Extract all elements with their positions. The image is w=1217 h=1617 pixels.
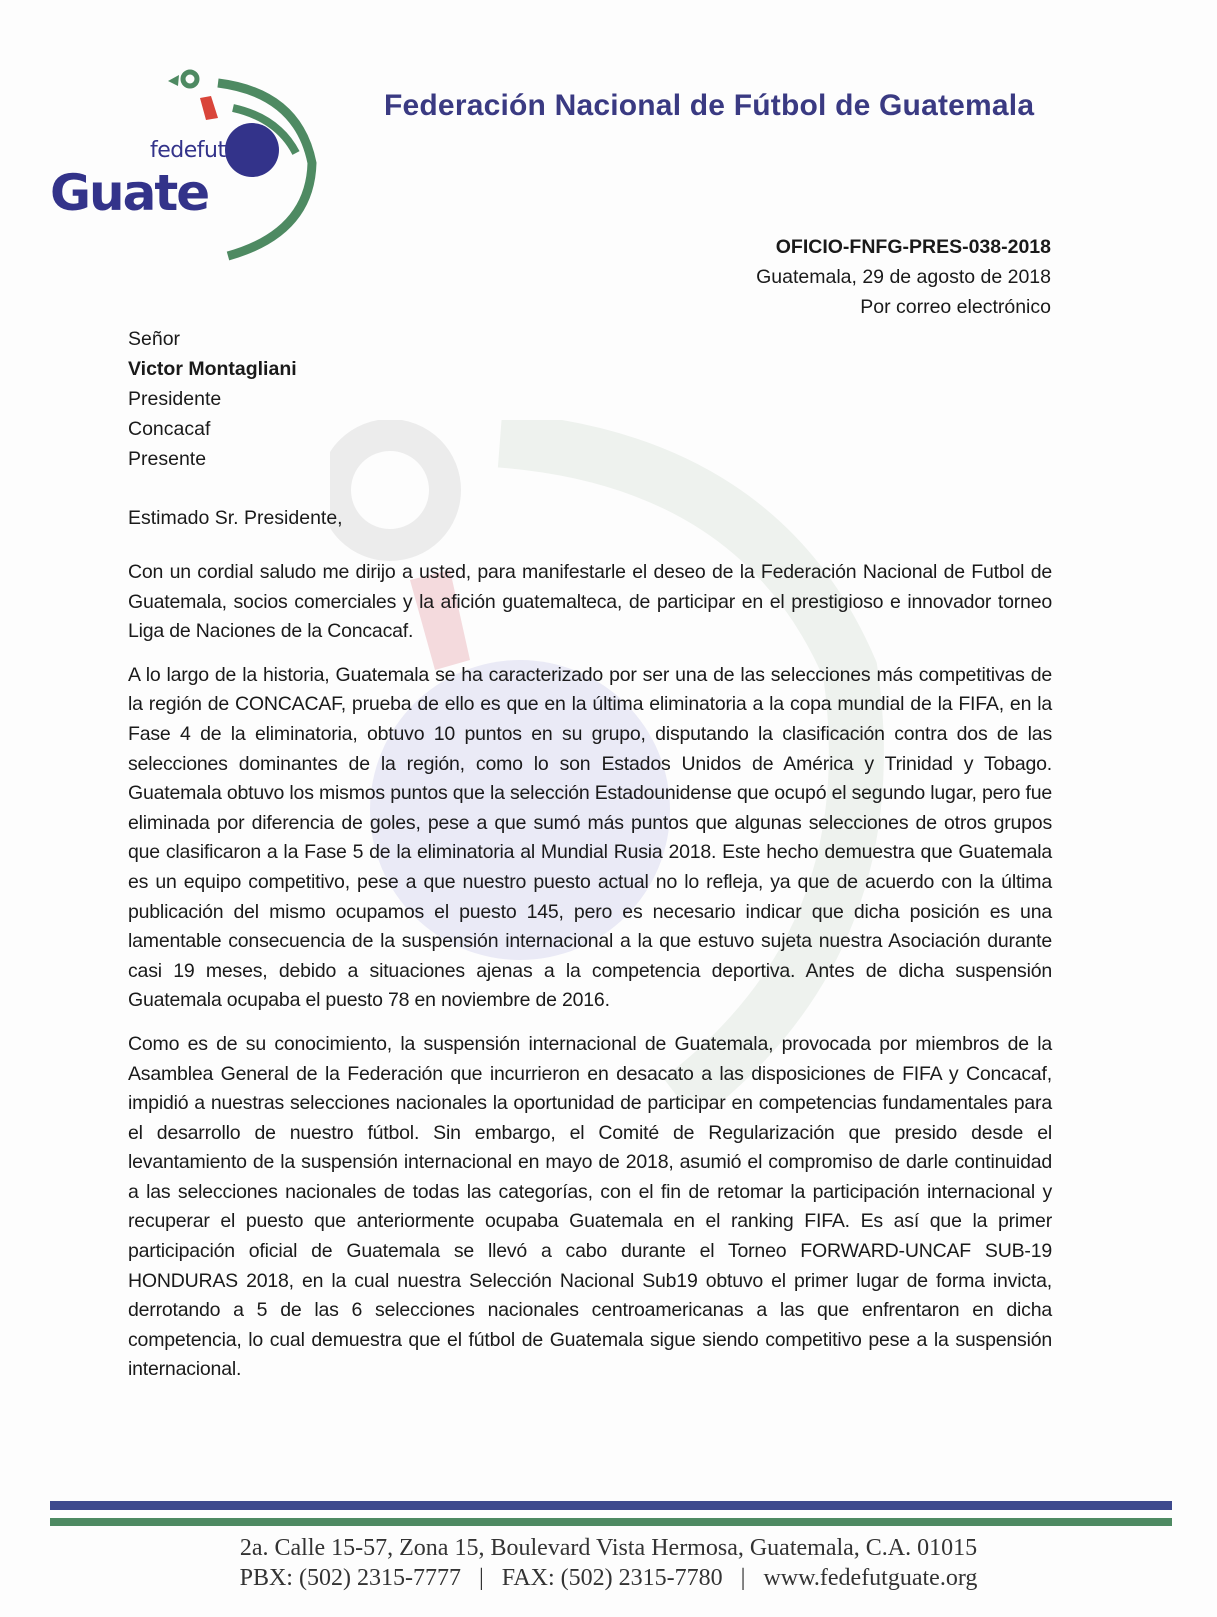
delivery-method: Por correo electrónico [860,296,1051,318]
footer-separator: | [740,1565,746,1591]
place-date: Guatemala, 29 de agosto de 2018 [756,266,1051,288]
reference-number: OFICIO-FNFG-PRES-038-2018 [775,236,1051,258]
recipient-organization: Concacaf [128,418,211,440]
logo-red-bar [200,96,218,120]
fedefut-logo [48,58,328,268]
footer-contact [0,1533,1217,1593]
letter-body [128,558,1052,1399]
organization-title: Federación Nacional de Fútbol de Guatemala [384,89,1035,122]
watermark-ring [335,435,445,545]
salutation: Estimado Sr. Presidente, [128,507,343,529]
footer-contact-line [0,1563,1217,1593]
footer-divider-blue [50,1501,1172,1510]
recipient-position: Presidente [128,388,222,410]
paragraph: Con un cordial saludo me dirijo a usted, para manifestarle el deseo de la Federación Nacional de Futbol de Guatemala, socios comerciales y la afición guatemalteca, de participar en el prestigioso e innovador torneo Liga de Naciones de la Concacaf. [128,561,1052,643]
logo-text-fedefut: fedefut [150,138,226,163]
recipient-title: Señor [128,328,181,350]
letter-meta [756,232,1051,322]
footer-fax: FAX: (502) 2315-7780 [501,1565,723,1591]
logo-head-ring [183,72,197,86]
footer-separator: | [478,1565,484,1591]
footer-website-link[interactable]: www.fedefutguate.org [763,1565,978,1591]
logo-text-guate: Guate [50,164,209,222]
footer-address: 2a. Calle 15-57, Zona 15, Boulevard Vista Hermosa, Guatemala, C.A. 01015 [239,1535,978,1561]
footer-phone: PBX: (502) 2315-7777 [239,1565,461,1591]
footer-divider-green [50,1518,1172,1526]
recipient-closing: Presente [128,448,207,470]
logo-ball [225,123,279,177]
logo-head-tip [168,75,179,86]
recipient-name: Victor Montagliani [128,358,297,380]
paragraph: A lo largo de la historia, Guatemala se ha caracterizado por ser una de las selecciones más competitivas de la región de CONCACAF, prueba de ello es que en la última eliminatoria a la copa mundial de la FIFA, en la Fase 4 de la eliminatoria, obtuvo 10 puntos en su grupo, disputando la clasificación contra dos de las selecciones dominantes de la región, como lo son Estados Unidos de América y Trinidad y Tobago. Guatemala obtuvo los mismos puntos que la selección Estadounidense que ocupó el segundo lugar, pero fue eliminada por diferencia de goles, pese a que sumó más puntos que algunas selecciones de otros grupos que clasificaron a la Fase 5 de la eliminatoria al Mundial Rusia 2018. Este hecho demuestra que Guatemala es un equipo competitivo, pese a que nuestro puesto actual no lo refleja, ya que de acuerdo con la última publicación del mismo ocupamos el puesto 145, pero es necesario indicar que dicha posición es una lamentable consecuencia de la suspensión internacional a la que estuvo sujeta nuestra Asociación durante casi 19 meses, debido a situaciones ajenas a la competencia deportiva. Antes de dicha suspensión Guatemala ocupaba el puesto 78 en noviembre de 2016. [128,663,1052,1012]
recipient-block [128,324,297,474]
paragraph: Como es de su conocimiento, la suspensión internacional de Guatemala, provocada por miembros de la Asamblea General de la Federación que incurrieron en desacato a las disposiciones de FIFA y Concacaf, impidió a nuestras selecciones nacionales la oportunidad de participar en competencias fundamentales para el desarrollo de nuestro fútbol. Sin embargo, el Comité de Regularización que presido desde el levantamiento de la suspensión internacional en mayo de 2018, asumió el compromiso de darle continuidad a las selecciones nacionales de todas las categorías, con el fin de retomar la participación internacional y recuperar el puesto que anteriormente ocupaba Guatemala en el ranking FIFA. Es así que la primer participación oficial de Guatemala se llevó a cabo durante el Torneo FORWARD-UNCAF SUB-19 HONDURAS 2018, en la cual nuestra Selección Nacional Sub19 obtuvo el primer lugar de forma invicta, derrotando a 5 de las 6 selecciones nacionales centroamericanas a las que enfrentaron en dicha competencia, lo cual demuestra que el fútbol de Guatemala sigue siendo competitivo pese a la suspensión internacional. [128,1032,1052,1381]
